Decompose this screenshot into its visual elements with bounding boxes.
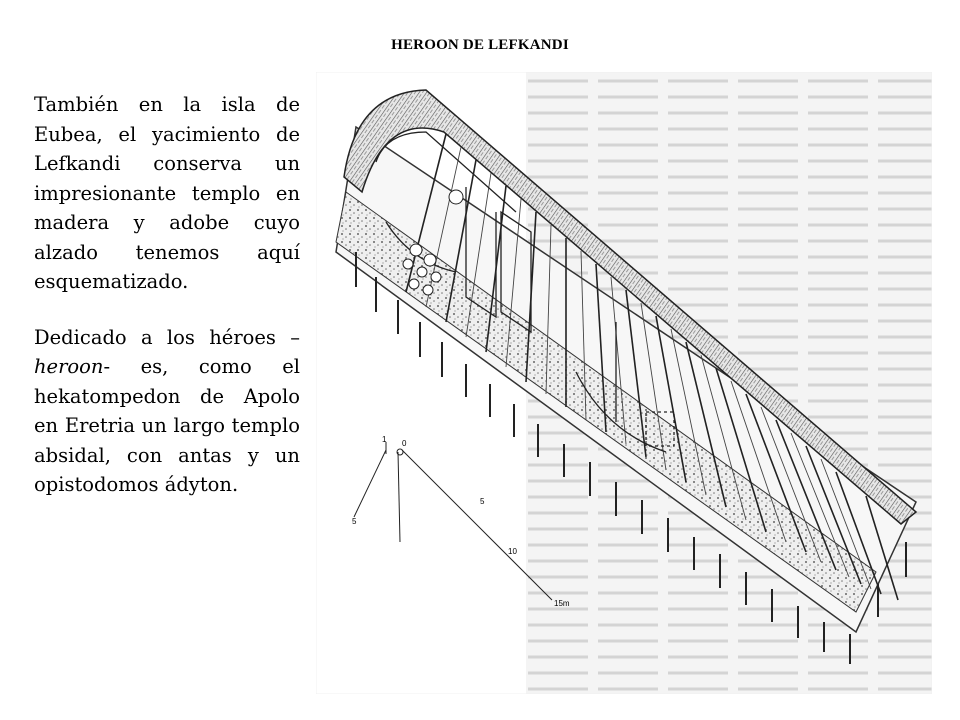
- paragraph-heroon: [34, 323, 300, 500]
- paragraph-eubea: También en la isla de Eubea, el yacimiento de Lefkandi conserva un impresionante templo en madera y adobe cuyo alzado tenemos aquí esquematizado.: [34, 93, 300, 293]
- scale-label-15m: 15m: [554, 599, 570, 608]
- paragraph-heroon-lead: Dedicado a los héroes –: [34, 325, 300, 349]
- scale-label-5-left: 5: [352, 517, 357, 526]
- scale-label-0: 0: [402, 439, 407, 448]
- scale-label-1: 1: [382, 435, 387, 444]
- scale-bars: [354, 442, 552, 600]
- body-text: [34, 90, 300, 526]
- scale-label-5-right: 5: [480, 497, 485, 506]
- scale-label-10: 10: [508, 547, 517, 556]
- heroon-term: heroon: [34, 355, 104, 378]
- heroon-drawing-svg: [316, 72, 932, 694]
- slide-title: HEROON DE LEFKANDI: [391, 37, 569, 53]
- heroon-axonometric-drawing: [316, 72, 932, 694]
- paragraph-heroon-rest: - es, como el hekatompedon de Apolo en Eretria un largo templo absidal, con antas y un opistodomos ádyton.: [34, 355, 300, 496]
